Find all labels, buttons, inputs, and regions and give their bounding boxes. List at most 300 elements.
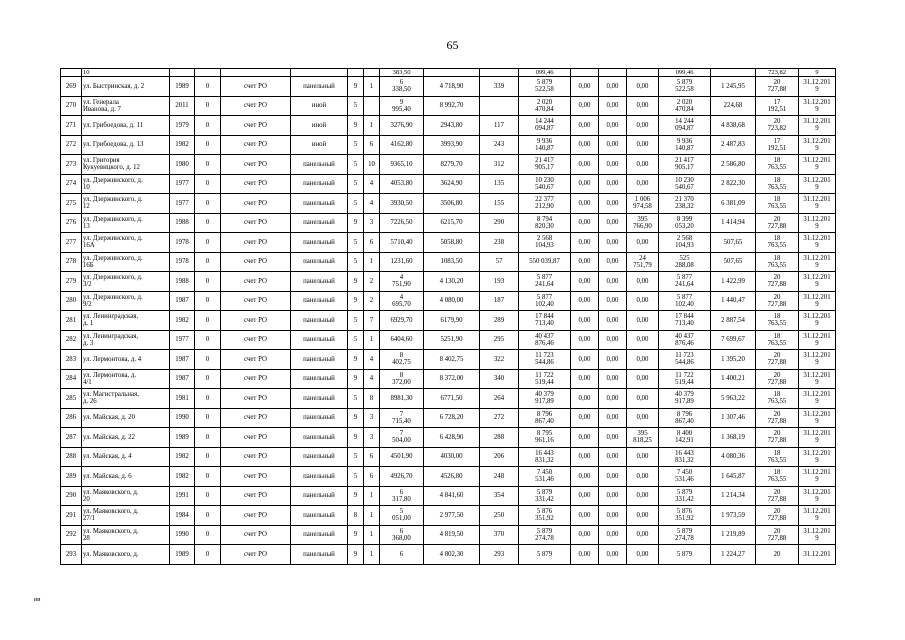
cell-zero: 0 (195, 174, 221, 194)
cell-total: 8 796 867,40 (659, 408, 711, 428)
cell-zero-3: 0,00 (627, 77, 659, 97)
cell-entrances: 6 (364, 135, 380, 155)
cell-zero-3: 0,00 (627, 174, 659, 194)
cell-year: 1982 (170, 311, 195, 331)
cell-per-sqm: 1 440,47 (711, 291, 756, 311)
table-row (61, 389, 836, 409)
footer-mark: ии (34, 597, 41, 603)
cell-floors: 9 (348, 213, 364, 233)
cell-total: 2 020 470,84 (659, 96, 711, 116)
cell-zero-3: 0,00 (627, 467, 659, 487)
cell-year: 1989 (170, 77, 195, 97)
cell-fund: счет РО (221, 389, 291, 409)
cell-residents: 370 (480, 525, 519, 545)
cell-zero-1: 0,00 (571, 233, 599, 253)
cell-cost: 5 879 331,42 (519, 486, 571, 506)
cell-area-total: 7 504,00 (380, 428, 424, 448)
cell-entrances: 1 (364, 506, 380, 526)
cell-floors: 5 (348, 311, 364, 331)
cell-residents: 206 (480, 447, 519, 467)
cell-wall-type: иной (291, 135, 348, 155)
cell-rate: 20 727,88 (756, 291, 799, 311)
cell-zero-3: 0,00 (627, 155, 659, 175)
cell-no: 274 (61, 174, 82, 194)
cell-floors: 9 (348, 116, 364, 136)
table-row (61, 135, 836, 155)
cell-residents: 193 (480, 272, 519, 292)
cell-residents: 288 (480, 428, 519, 448)
cell-date: 31.12.201 9 (799, 447, 836, 467)
cell-cost: 40 379 917,89 (519, 389, 571, 409)
cell-zero-3: 0,00 (627, 447, 659, 467)
cell-zero: 0 (195, 545, 221, 565)
cell-zero-1: 0,00 (571, 408, 599, 428)
cell-residents: 243 (480, 135, 519, 155)
cell-address: ул. Дзержинского, д. 16Б (82, 252, 170, 272)
cell-fund: счет РО (221, 525, 291, 545)
cell-no: 283 (61, 350, 82, 370)
cell-year: 2011 (170, 96, 195, 116)
cell-total: 40 437 876,46 (659, 330, 711, 350)
cell-per-sqm: 1 245,95 (711, 77, 756, 97)
cell-year: 1982 (170, 135, 195, 155)
cell-zero-2: 0,00 (599, 96, 627, 116)
cell-zero-2: 0,00 (599, 545, 627, 565)
cell-year: 1988 (170, 272, 195, 292)
cell-area-total: 6404,60 (380, 330, 424, 350)
cell-floors: 5 (348, 155, 364, 175)
cell-per-sqm: 507,65 (711, 252, 756, 272)
cell-no: 288 (61, 447, 82, 467)
cell-per-sqm: 2 822,30 (711, 174, 756, 194)
cell-date: 31.12.201 9 (799, 155, 836, 175)
cell-no: 275 (61, 194, 82, 214)
cell-zero: 0 (195, 350, 221, 370)
cell-area-total: 5710,40 (380, 233, 424, 253)
cell-cost: 10 230 540,67 (519, 174, 571, 194)
cell-area-living (424, 69, 480, 77)
cell-floors: 5 (348, 233, 364, 253)
cell-zero (195, 69, 221, 77)
cell-per-sqm: 1 219,89 (711, 525, 756, 545)
cell-wall-type: панельный (291, 311, 348, 331)
cell-wall-type: панельный (291, 350, 348, 370)
cell-fund: счет РО (221, 252, 291, 272)
cell-no: 284 (61, 369, 82, 389)
cell-entrances: 7 (364, 311, 380, 331)
cell-zero-2 (599, 69, 627, 77)
cell-zero-3: 395 818,25 (627, 428, 659, 448)
cell-entrances: 6 (364, 233, 380, 253)
cell-area-living: 4526,80 (424, 467, 480, 487)
cell-area-total: 8 372,00 (380, 369, 424, 389)
cell-total: 5 879 274,78 (659, 525, 711, 545)
cell-residents: 340 (480, 369, 519, 389)
cell-fund: счет РО (221, 272, 291, 292)
cell-fund: счет РО (221, 350, 291, 370)
cell-rate: 723,82 (756, 69, 799, 77)
cell-year: 1978 (170, 233, 195, 253)
cell-address: ул. Грибоедова, д. 13 (82, 135, 170, 155)
table-row (61, 408, 836, 428)
cell-zero-3: 0,00 (627, 506, 659, 526)
cell-rate: 17 192,51 (756, 96, 799, 116)
cell-wall-type: панельный (291, 233, 348, 253)
table-row (61, 486, 836, 506)
cell-zero-2: 0,00 (599, 272, 627, 292)
cell-wall-type: панельный (291, 389, 348, 409)
cell-cost: 8 794 820,30 (519, 213, 571, 233)
cell-cost: 8 795 961,16 (519, 428, 571, 448)
cell-rate: 20 727,88 (756, 486, 799, 506)
cell-total: 5 877 102,40 (659, 291, 711, 311)
cell-area-living: 1083,50 (424, 252, 480, 272)
cell-zero-3: 0,00 (627, 311, 659, 331)
cell-per-sqm: 1 645,87 (711, 467, 756, 487)
cell-per-sqm: 2 887,54 (711, 311, 756, 331)
cell-date: 31.12.201 9 (799, 194, 836, 214)
cell-cost: 550 039,87 (519, 252, 571, 272)
cell-zero: 0 (195, 428, 221, 448)
cell-rate: 20 727,88 (756, 506, 799, 526)
cell-year: 1987 (170, 350, 195, 370)
cell-floors: 9 (348, 77, 364, 97)
table-row (61, 291, 836, 311)
cell-address: ул. Ленинградская, д. 1 (82, 311, 170, 331)
cell-entrances: 4 (364, 350, 380, 370)
cell-residents: 117 (480, 116, 519, 136)
cell-zero: 0 (195, 467, 221, 487)
table-row (61, 330, 836, 350)
cell-date: 31.12.201 9 (799, 467, 836, 487)
table-row (61, 194, 836, 214)
cell-address: ул. Дзержинского, д. 3/2 (82, 272, 170, 292)
cell-zero-1: 0,00 (571, 272, 599, 292)
cell-year (170, 69, 195, 77)
cell-entrances (364, 69, 380, 77)
cell-no: 278 (61, 252, 82, 272)
cell-zero: 0 (195, 506, 221, 526)
table-row (61, 96, 836, 116)
table-row (61, 272, 836, 292)
cell-area-living: 8279,70 (424, 155, 480, 175)
cell-total: 8 399 053,20 (659, 213, 711, 233)
cell-year: 1990 (170, 408, 195, 428)
cell-area-total: 7226,50 (380, 213, 424, 233)
cell-address: ул. Генерала Иванова, д. 7 (82, 96, 170, 116)
cell-zero: 0 (195, 77, 221, 97)
cell-zero: 0 (195, 486, 221, 506)
cell-area-total: 4501,90 (380, 447, 424, 467)
cell-zero-2: 0,00 (599, 408, 627, 428)
cell-zero-2: 0,00 (599, 330, 627, 350)
cell-area-living: 3993,90 (424, 135, 480, 155)
cell-address: ул. Майская, д. 6 (82, 467, 170, 487)
cell-fund: счет РО (221, 213, 291, 233)
cell-zero: 0 (195, 311, 221, 331)
cell-rate: 20 723,82 (756, 116, 799, 136)
cell-date: 31.12.201 9 (799, 116, 836, 136)
cell-residents: 250 (480, 506, 519, 526)
cell-per-sqm: 1 422,99 (711, 272, 756, 292)
cell-rate: 18 763,55 (756, 252, 799, 272)
cell-fund: счет РО (221, 233, 291, 253)
cell-address: ул. Маяковского, д. 20 (82, 486, 170, 506)
cell-wall-type: панельный (291, 194, 348, 214)
table-row (61, 545, 836, 565)
cell-address: ул. Дзержинского, д. 10 (82, 174, 170, 194)
cell-date: 31.12.201 9 (799, 486, 836, 506)
cell-area-total: 9365,10 (380, 155, 424, 175)
cell-total: 5 877 241,64 (659, 272, 711, 292)
cell-date: 31.12.201 9 (799, 408, 836, 428)
cell-address: ул. Быстринская, д. 2 (82, 77, 170, 97)
cell-area-living: 8 372,00 (424, 369, 480, 389)
cell-entrances (364, 96, 380, 116)
cell-wall-type: панельный (291, 369, 348, 389)
cell-no: 271 (61, 116, 82, 136)
cell-rate: 20 (756, 545, 799, 565)
cell-zero-1: 0,00 (571, 428, 599, 448)
cell-date: 31.12.201 9 (799, 369, 836, 389)
table-row (61, 213, 836, 233)
cell-rate: 17 192,51 (756, 135, 799, 155)
cell-zero: 0 (195, 408, 221, 428)
cell-per-sqm: 7 699,67 (711, 330, 756, 350)
cell-cost: 5 876 351,92 (519, 506, 571, 526)
cell-residents: 339 (480, 77, 519, 97)
table-row (61, 369, 836, 389)
cell-area-total: 7 715,40 (380, 408, 424, 428)
cell-year: 1988 (170, 213, 195, 233)
cell-area-living: 8 402,75 (424, 350, 480, 370)
cell-floors: 9 (348, 545, 364, 565)
cell-zero-3: 0,00 (627, 369, 659, 389)
cell-wall-type: панельный (291, 252, 348, 272)
cell-date: 31.12.201 9 (799, 311, 836, 331)
cell-zero-2: 0,00 (599, 311, 627, 331)
cell-fund: счет РО (221, 428, 291, 448)
cell-per-sqm: 1 307,46 (711, 408, 756, 428)
cell-no: 290 (61, 486, 82, 506)
table-row (61, 525, 836, 545)
cell-area-total: 6 338,50 (380, 77, 424, 97)
cell-per-sqm: 224,68 (711, 96, 756, 116)
cell-entrances: 10 (364, 155, 380, 175)
cell-cost: 5 879 274,78 (519, 525, 571, 545)
cell-rate: 18 763,55 (756, 389, 799, 409)
cell-zero-1: 0,00 (571, 330, 599, 350)
cell-address: ул. Григория Кукуевицкого, д. 12 (82, 155, 170, 175)
cell-zero-1: 0,00 (571, 96, 599, 116)
cell-floors: 5 (348, 252, 364, 272)
cell-cost: 5 877 241,64 (519, 272, 571, 292)
cell-entrances: 3 (364, 213, 380, 233)
cell-total: 5 879 (659, 545, 711, 565)
cell-per-sqm: 4 838,68 (711, 116, 756, 136)
table-row (61, 467, 836, 487)
cell-total: 2 568 104,93 (659, 233, 711, 253)
cell-area-living: 6 728,20 (424, 408, 480, 428)
cell-total: 11 722 519,44 (659, 369, 711, 389)
cell-area-total: 6929,70 (380, 311, 424, 331)
table-row (61, 233, 836, 253)
cell-zero-2: 0,00 (599, 233, 627, 253)
cell-entrances: 1 (364, 330, 380, 350)
cell-residents: 295 (480, 330, 519, 350)
cell-rate: 18 763,55 (756, 447, 799, 467)
cell-zero: 0 (195, 330, 221, 350)
cell-area-living: 3506,80 (424, 194, 480, 214)
cell-zero: 0 (195, 252, 221, 272)
cell-residents: 248 (480, 467, 519, 487)
cell-year: 1991 (170, 486, 195, 506)
cell-zero-2: 0,00 (599, 174, 627, 194)
cell-cost: 2 020 470,84 (519, 96, 571, 116)
cell-no: 282 (61, 330, 82, 350)
cell-zero-2: 0,00 (599, 369, 627, 389)
cell-residents (480, 69, 519, 77)
cell-area-total: 3930,50 (380, 194, 424, 214)
cell-floors: 9 (348, 272, 364, 292)
cell-cost: 17 844 713,40 (519, 311, 571, 331)
cell-zero-2: 0,00 (599, 116, 627, 136)
cell-address: ул. Майская, д. 4 (82, 447, 170, 467)
cell-year: 1977 (170, 194, 195, 214)
cell-date: 31.12.201 9 (799, 252, 836, 272)
cell-rate: 18 763,55 (756, 311, 799, 331)
cell-area-living: 6215,70 (424, 213, 480, 233)
cell-area-total: 9 995,40 (380, 96, 424, 116)
cell-wall-type (291, 69, 348, 77)
cell-zero-3: 0,00 (627, 330, 659, 350)
cell-cost: 9 936 140,87 (519, 135, 571, 155)
cell-fund: счет РО (221, 467, 291, 487)
cell-total: 5 879 522,58 (659, 77, 711, 97)
cell-zero-2: 0,00 (599, 389, 627, 409)
cell-total: 21 370 238,32 (659, 194, 711, 214)
cell-rate: 20 727,88 (756, 369, 799, 389)
cell-cost: 11 722 519,44 (519, 369, 571, 389)
cell-fund: счет РО (221, 116, 291, 136)
cell-residents: 354 (480, 486, 519, 506)
table-row (61, 174, 836, 194)
cell-entrances: 1 (364, 77, 380, 97)
cell-zero-2: 0,00 (599, 77, 627, 97)
cell-area-total: 8981,30 (380, 389, 424, 409)
cell-entrances: 6 (364, 467, 380, 487)
cell-date: 31.12.201 9 (799, 233, 836, 253)
cell-cost: 7 450 531,46 (519, 467, 571, 487)
cell-fund: счет РО (221, 155, 291, 175)
cell-area-living: 4 080,00 (424, 291, 480, 311)
cell-no: 276 (61, 213, 82, 233)
cell-year: 1978 (170, 252, 195, 272)
cell-year: 1982 (170, 447, 195, 467)
cell-zero-1: 0,00 (571, 486, 599, 506)
cell-total: 7 450 531,46 (659, 467, 711, 487)
cell-area-total: 6 317,80 (380, 486, 424, 506)
cell-area-living: 3624,90 (424, 174, 480, 194)
cell-zero: 0 (195, 135, 221, 155)
cell-zero-3: 0,00 (627, 389, 659, 409)
cell-year: 1981 (170, 389, 195, 409)
cell-entrances: 3 (364, 428, 380, 448)
cell-no: 270 (61, 96, 82, 116)
cell-per-sqm (711, 69, 756, 77)
cell-entrances: 1 (364, 116, 380, 136)
cell-area-total: 4162,80 (380, 135, 424, 155)
cell-wall-type: панельный (291, 272, 348, 292)
cell-zero-2: 0,00 (599, 447, 627, 467)
cell-zero-2: 0,00 (599, 252, 627, 272)
cell-address: ул. Ленинградская, д. 3 (82, 330, 170, 350)
cell-area-living: 4 841,60 (424, 486, 480, 506)
cell-zero: 0 (195, 272, 221, 292)
cell-cost: 11 723 544,86 (519, 350, 571, 370)
cell-zero-3: 24 751,79 (627, 252, 659, 272)
cell-year: 1984 (170, 506, 195, 526)
cell-zero: 0 (195, 447, 221, 467)
cell-floors (348, 69, 364, 77)
cell-zero-2: 0,00 (599, 155, 627, 175)
cell-zero-1: 0,00 (571, 135, 599, 155)
cell-no: 273 (61, 155, 82, 175)
cell-rate: 18 763,55 (756, 155, 799, 175)
cell-per-sqm: 1 224,27 (711, 545, 756, 565)
cell-zero: 0 (195, 389, 221, 409)
cell-rate: 18 763,55 (756, 174, 799, 194)
cell-total: 5 879 331,42 (659, 486, 711, 506)
cell-residents: 290 (480, 213, 519, 233)
cell-fund: счет РО (221, 135, 291, 155)
cell-per-sqm: 1 414,94 (711, 213, 756, 233)
cell-entrances: 1 (364, 525, 380, 545)
cell-rate: 20 727,88 (756, 428, 799, 448)
cell-area-living: 4 802,30 (424, 545, 480, 565)
cell-floors: 5 (348, 389, 364, 409)
cell-residents: 135 (480, 174, 519, 194)
cell-date: 31.12.201 9 (799, 272, 836, 292)
cell-area-living: 2943,80 (424, 116, 480, 136)
cell-date: 31.12.201 9 (799, 428, 836, 448)
cell-zero-3: 0,00 (627, 96, 659, 116)
cell-zero-1: 0,00 (571, 545, 599, 565)
cell-no: 269 (61, 77, 82, 97)
cell-zero-2: 0,00 (599, 506, 627, 526)
cell-entrances: 3 (364, 408, 380, 428)
cell-per-sqm: 2 487,83 (711, 135, 756, 155)
cell-address: ул. Дзержинского, д. 13 (82, 213, 170, 233)
cell-total: 21 417 905,17 (659, 155, 711, 175)
cell-date: 31.12.201 9 (799, 389, 836, 409)
cell-entrances: 1 (364, 252, 380, 272)
cell-residents: 57 (480, 252, 519, 272)
cell-entrances: 2 (364, 291, 380, 311)
cell-cost: 5 879 (519, 545, 571, 565)
cell-total: 40 379 917,89 (659, 389, 711, 409)
cell-address: ул. Дзержинского, д. 12 (82, 194, 170, 214)
cell-year: 1977 (170, 174, 195, 194)
cell-rate: 18 763,55 (756, 330, 799, 350)
cell-floors: 5 (348, 174, 364, 194)
cell-floors: 5 (348, 467, 364, 487)
cell-zero-1: 0,00 (571, 291, 599, 311)
cell-wall-type: панельный (291, 525, 348, 545)
cell-fund (221, 69, 291, 77)
cell-date: 31.12.201 9 (799, 213, 836, 233)
cell-zero-3: 0,00 (627, 486, 659, 506)
